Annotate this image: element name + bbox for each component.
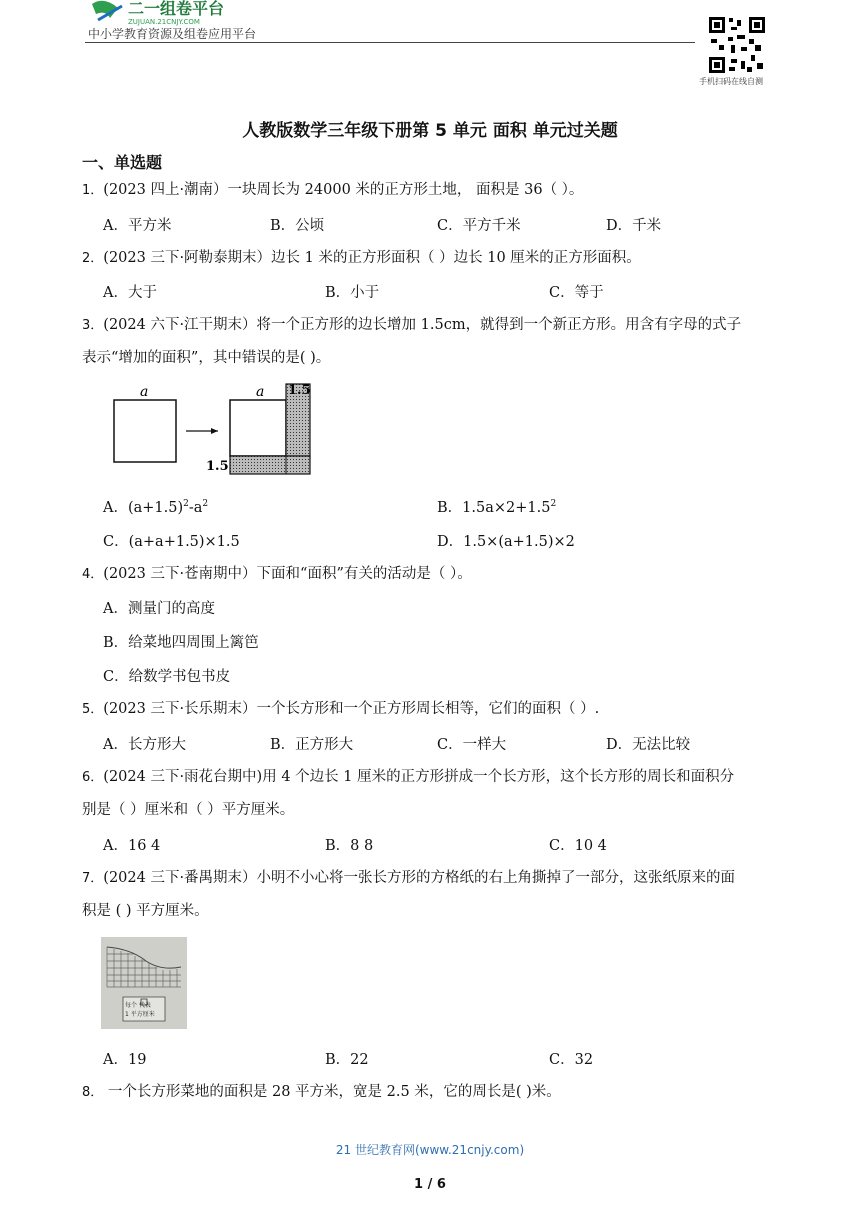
option[interactable]: B．小于: [325, 285, 380, 301]
option[interactable]: C．给数学书包书皮: [103, 669, 231, 685]
option-text: B．1.5a×2+1.5: [437, 500, 551, 516]
option[interactable]: A．平方米: [103, 218, 172, 234]
question-text: (2023 三下·阿勒泰期末）边长 1 米的正方形面积（ ）边长 10 厘米的正方形面积。: [103, 250, 641, 266]
torn-grid-paper-figure: [101, 937, 187, 1029]
option[interactable]: B．正方形大: [270, 737, 354, 753]
exponent: 2: [183, 499, 189, 510]
option[interactable]: C．10 4: [549, 838, 607, 854]
question-text: (2023 三下·长乐期末）一个长方形和一个正方形周长相等，它们的面积（ ）.: [103, 701, 600, 717]
square-growth-figure: [104, 378, 328, 478]
option[interactable]: D．无法比较: [606, 737, 691, 753]
question-text-cont: 表示“增加的面积”，其中错误的是( )。: [82, 350, 331, 366]
option[interactable]: A．19: [103, 1052, 147, 1068]
question-3: [82, 315, 741, 336]
section-heading: 一、单选题: [82, 153, 163, 172]
exponent: 2: [550, 499, 557, 510]
option[interactable]: [103, 496, 208, 517]
label-a: a: [140, 384, 149, 400]
question-number: 3．: [82, 318, 104, 333]
option-text: -a: [188, 500, 203, 516]
question-number: 5．: [82, 702, 104, 717]
option[interactable]: B．8 8: [325, 838, 374, 854]
header-subtitle: 中小学教育资源及组卷应用平台: [88, 27, 257, 41]
legend-line-2: 1 平方厘米: [125, 1011, 155, 1018]
page-title: 人教版数学三年级下册第 5 单元 面积 单元过关题: [242, 121, 618, 141]
option[interactable]: D．千米: [606, 218, 662, 234]
legend-line-1: 每个 代表: [125, 1002, 151, 1009]
site-logo: [88, 0, 268, 26]
option[interactable]: C．(a+a+1.5)×1.5: [103, 534, 240, 550]
question-4: [82, 564, 472, 585]
logo-subtext: ZUJUAN.21CNJY.COM: [128, 18, 200, 26]
question-text: 一个长方形菜地的面积是 28 平方米，宽是 2.5 米，它的周长是( )米。: [103, 1084, 561, 1100]
qr-caption: 手机扫码在线自测: [699, 77, 763, 86]
question-6: [82, 767, 734, 788]
option[interactable]: C．32: [549, 1052, 594, 1068]
option[interactable]: B．给菜地四周围上篱笆: [103, 635, 259, 651]
question-text: (2023 四上·潮南）一块周长为 24000 米的正方形土地， 面积是 36（ ）。: [103, 182, 584, 198]
question-text: (2024 三下·番禺期末）小明不小心将一张长方形的方格纸的右上角撕掉了一部分，这张纸原来的面: [103, 870, 736, 886]
question-number: 1．: [82, 183, 104, 198]
option[interactable]: B．22: [325, 1052, 369, 1068]
question-text: (2024 六下·江干期末）将一个正方形的边长增加 1.5cm，就得到一个新正方形。用含有字母的式子: [103, 317, 742, 333]
label-top-width: 1.5: [288, 383, 311, 398]
option[interactable]: B．公顷: [270, 218, 325, 234]
option[interactable]: C．等于: [549, 285, 604, 301]
label-bottom-width: 1.5: [206, 459, 229, 474]
option[interactable]: C．平方千米: [437, 218, 521, 234]
question-number: 4．: [82, 567, 104, 582]
header-divider: [85, 42, 695, 43]
option[interactable]: A．长方形大: [103, 737, 186, 753]
question-text: (2024 三下·雨花台期中)用 4 个边长 1 厘米的正方形拼成一个长方形，这个长方形的周长和面积分: [103, 769, 735, 785]
question-number: 7．: [82, 871, 104, 886]
question-text-cont: 积是 ( ) 平方厘米。: [82, 903, 209, 919]
option[interactable]: C．一样大: [437, 737, 507, 753]
question-text: (2023 三下·苍南期中）下面和“面积”有关的活动是（ ）。: [103, 566, 472, 582]
question-number: 8．: [82, 1085, 104, 1100]
option[interactable]: A．测量门的高度: [103, 601, 215, 617]
page-number: 1 / 6: [414, 1177, 446, 1192]
question-number: 2．: [82, 251, 104, 266]
option[interactable]: D．1.5×(a+1.5)×2: [437, 534, 575, 550]
exponent: 2: [202, 499, 209, 510]
question-5: [82, 699, 599, 720]
qr-code-icon: [707, 15, 767, 75]
option[interactable]: A．16 4: [103, 838, 161, 854]
question-1: [82, 180, 583, 201]
option[interactable]: [437, 496, 556, 517]
question-text-cont: 别是（ ）厘米和（ ）平方厘米。: [82, 802, 295, 818]
question-7: [82, 868, 735, 889]
question-number: 6．: [82, 770, 104, 785]
footer-link[interactable]: 21 世纪教育网(www.21cnjy.com): [335, 1143, 525, 1157]
option[interactable]: A．大于: [103, 285, 157, 301]
question-8: [82, 1082, 561, 1103]
question-2: [82, 248, 641, 269]
option-text: A．(a+1.5): [103, 500, 184, 516]
logo-text: 二一组卷平台: [128, 0, 225, 18]
label-a: a: [256, 384, 265, 400]
